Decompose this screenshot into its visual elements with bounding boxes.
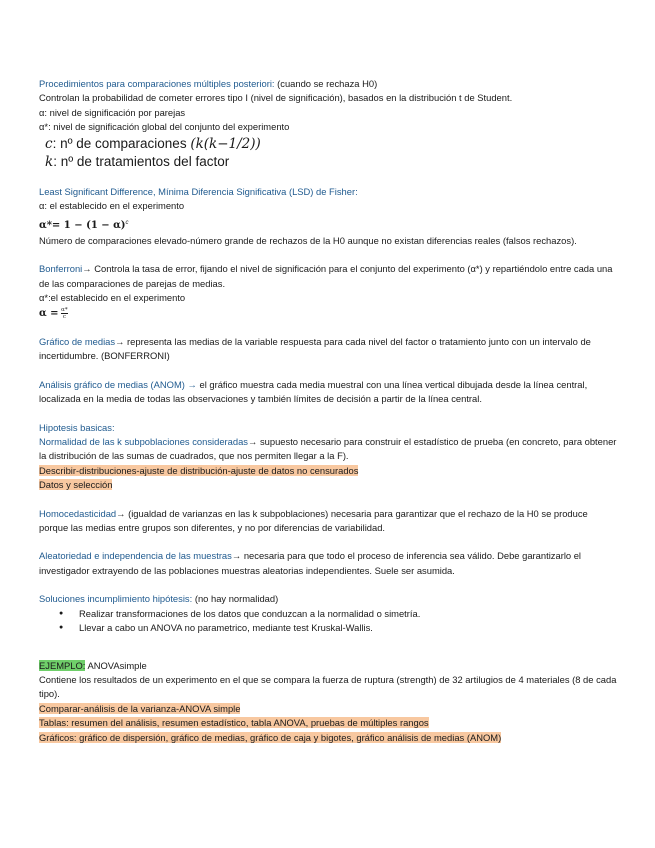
sec1-math-treatments: [39, 153, 619, 171]
highlight-data-selection: Datos y selección: [39, 479, 113, 491]
sec1-math-comparisons: [39, 135, 619, 153]
sec9-heading-note: (no hay normalidad): [194, 593, 279, 605]
sec5-text: el gráfico muestra cada media muestral con una línea vertical dibujada desde la línea central, localizada en la media de todas las observaciones y también límites de decisión a partir de la línea central.: [39, 378, 588, 405]
sec10-highlight-3-line: [39, 731, 619, 745]
sec7-heading: Homocedasticidad: [39, 507, 117, 519]
sec9-heading: Soluciones incumplimiento hipótesis:: [39, 593, 193, 605]
sec7-text: → (igualdad de varianzas en las k subpoblaciones) necesaria para garantizar que el rechazo de la H0 se produce porque las medias entre grupos son diferentes, y no por diferencias de variabilidad.: [39, 507, 588, 534]
sec1-line-2: α*: nivel de significación global del conjunto del experimento: [39, 121, 290, 133]
sec8-heading: Aleatoriedad e independencia de las muestras: [39, 550, 232, 562]
sec4-text: → representa las medias de la variable respuesta para cada nivel del factor o tratamiento junto con un intervalo de incertidumbre. (BONFERRONI): [39, 336, 591, 362]
spacer: [39, 321, 619, 335]
sec3-text: → Controla la tasa de error, fijando el nivel de significación para el conjunto del experimento (α*) y repartiéndolo entre cada una de las comparaciones de parejas de medias.: [39, 263, 613, 289]
sec1-line-0: Controlan la probabilidad de cometer errores tipo I (nivel de significación), basados en la distribución t de Student.: [39, 92, 513, 104]
sec5-paragraph: [39, 378, 619, 407]
sec10-paragraph: Contiene los resultados de un experimento en el que se compara la fuerza de ruptura (strength) de 32 artilugios de 4 materiales (8 de cada tipo).: [39, 673, 617, 700]
sec2-paragraph: Número de comparaciones elevado-número grande de rechazos de la H0 aunque no existan diferencias reales (falsos rechazos).: [39, 234, 577, 246]
sec9-heading-line: [39, 592, 619, 606]
spacer: [39, 364, 619, 378]
sec1-line-1: α: nivel de significación por parejas: [39, 106, 186, 118]
sec3-formula: [39, 306, 619, 321]
sec2-line-1: α: el establecido en el experimento: [39, 200, 185, 212]
sec6-highlight-2-line: [39, 478, 619, 492]
example-label: EJEMPLO:: [39, 659, 86, 671]
spacer: [39, 493, 619, 507]
spacer: [39, 248, 619, 262]
lsd-formula-exponent: c: [125, 220, 129, 227]
sec2-formula: [39, 216, 619, 234]
sec4-heading: Gráfico de medias: [39, 336, 116, 347]
sec6-highlight-1-line: [39, 464, 619, 478]
sec3-line-1: α*:el establecido en el experimento: [39, 292, 186, 304]
solutions-list: [39, 607, 619, 636]
sec8-text: → necesaria para que todo el proceso de inferencia sea válido. Debe garantizarlo el investigador extrayendo de las poblaciones muestras aleatorias independientes. Suele ser asumida.: [39, 550, 582, 576]
highlight-graphs: Gráficos: gráfico de dispersión, gráfico de medias, gráfico de caja y bigotes, gráfico análisis de medias (ANOM): [39, 731, 502, 743]
document-page: [39, 77, 619, 745]
sec10-highlight-2-line: [39, 716, 619, 730]
spacer: [39, 535, 619, 549]
sec6-text: → supuesto necesario para construir el estadístico de prueba (en concreto, para obtener la distribución de las sumas de cuadrados, que nos permiten llegar a la F).: [39, 436, 617, 462]
list-item: ● Realizar transformaciones de los datos que conduzcan a la normalidad o simetría.: [71, 607, 619, 621]
list-item: ● Llevar a cabo un ANOVA no parametrico, mediante test Kruskal-Wallis.: [71, 621, 619, 635]
spacer: [39, 171, 619, 185]
sec6-sub-heading: Normalidad de las k subpoblaciones consideradas: [39, 436, 248, 448]
sec3-paragraph: [39, 262, 619, 291]
sec3-heading: Bonferroni: [39, 263, 83, 275]
spacer: [39, 578, 619, 592]
math-formula-comparisons: (k(k−1/2)): [190, 135, 261, 152]
spacer: [39, 407, 619, 421]
sec1-heading-note: (cuando se rechaza H0): [277, 78, 378, 89]
sec1-heading-line: [39, 77, 619, 91]
math-var-c: c: [45, 135, 53, 152]
sec4-paragraph: [39, 335, 619, 364]
sec6-paragraph: [39, 435, 619, 464]
sec5-heading: Análisis gráfico de medias (ANOM) →: [39, 378, 197, 390]
sec1-heading: Procedimientos para comparaciones múltiples posteriori:: [39, 78, 275, 89]
spacer: [39, 650, 619, 659]
fraction-numerator: α*: [61, 306, 68, 313]
math-text-treatments: : nº de tratamientos del factor: [53, 153, 230, 169]
bonferroni-formula-lhs: α =: [39, 307, 59, 319]
lsd-formula: α*= 1 − (1 − α): [39, 220, 126, 232]
math-var-k: k: [45, 153, 54, 170]
sec10-title-line: [39, 659, 619, 673]
math-text-comparisons: : nº de comparaciones: [52, 135, 187, 151]
sec10-highlight-1-line: [39, 702, 619, 716]
sec8-paragraph: [39, 549, 619, 578]
spacer: [39, 636, 619, 650]
fraction-denominator: c: [62, 313, 66, 320]
example-title: ANOVAsimple: [87, 659, 147, 671]
highlight-path-distribution: Describir-distribuciones-ajuste de distribución-ajuste de datos no censurados: [39, 464, 359, 476]
bonferroni-fraction: [61, 307, 67, 320]
sec6-heading: Hipotesis basicas:: [39, 421, 115, 433]
sec7-paragraph: [39, 507, 619, 536]
sec2-heading: Least Significant Difference, Mínima Diferencia Significativa (LSD) de Fisher:: [39, 185, 358, 197]
highlight-compare-path: Comparar-análisis de la varianza-ANOVA simple: [39, 702, 241, 714]
highlight-tables: Tablas: resumen del análisis, resumen estadístico, tabla ANOVA, pruebas de múltiples rangos: [39, 717, 429, 729]
